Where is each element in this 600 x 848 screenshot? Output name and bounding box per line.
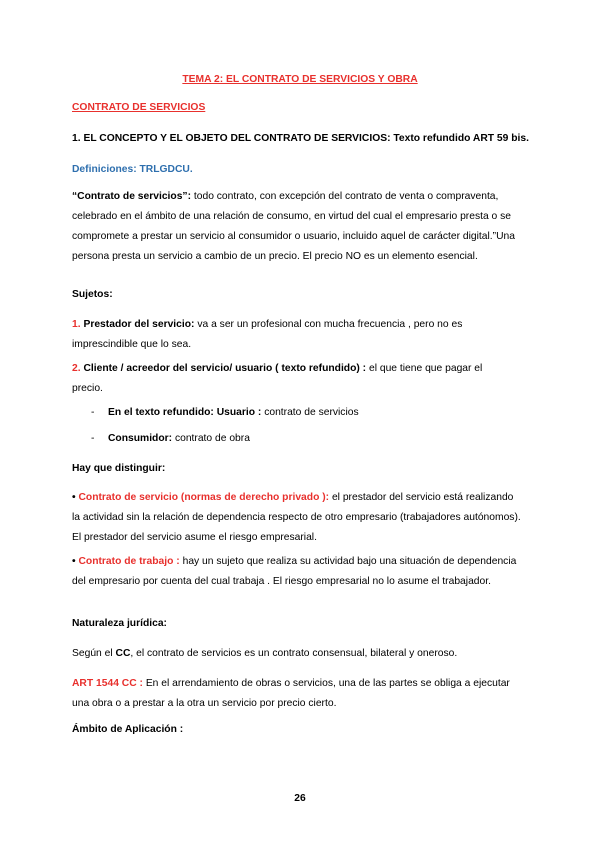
subject-1-text: va a ser un profesional con mucha frecuencia , pero no es imprescindible que lo sea.: [72, 319, 463, 350]
nature-prefix: Según el: [72, 648, 116, 659]
work-contract-text: hay un sujeto que realiza su actividad bajo una situación de dependencia del empresario por cuenta del cual trabaja . El riesgo empresarial no lo asume el trabajador.: [72, 556, 517, 587]
concept-heading: 1. EL CONCEPTO Y EL OBJETO DEL CONTRATO DE SERVICIOS: Texto refundido ART 59 bis.: [72, 133, 529, 144]
list-item: [108, 429, 508, 449]
nature-paragraph: [72, 644, 532, 664]
work-contract-label: Contrato de trabajo :: [75, 556, 180, 567]
art-1544-label: ART 1544 CC :: [72, 678, 143, 689]
subject-1-label: Prestador del servicio:: [80, 319, 195, 330]
nature-text: , el contrato de servicios es un contrato consensual, bilateral y oneroso.: [130, 648, 458, 659]
art-1544-paragraph: [72, 674, 524, 714]
definition-paragraph: [72, 187, 524, 267]
list-item-2-dash: -: [91, 433, 95, 444]
subjects-label: Sujetos:: [72, 289, 113, 300]
document-title: TEMA 2: EL CONTRATO DE SERVICIOS Y OBRA: [182, 74, 418, 85]
list-item-2-label: Consumidor:: [108, 433, 173, 444]
art-1544-text: En el arrendamiento de obras o servicios, una de las partes se obliga a ejecutar una obra o a prestar a la otra un servicio por precio cierto.: [72, 678, 510, 709]
nature-cc: CC: [115, 648, 131, 659]
subject-1-number: 1.: [72, 319, 81, 330]
list-item-1-text: contrato de servicios: [261, 407, 359, 418]
service-contract-text: el prestador del servicio está realizando la actividad sin la relación de dependencia respecto de otro empresario (trabajadores autónomos). El prestador del servicio asume el riesgo empresarial.: [72, 492, 521, 543]
distinguish-label: Hay que distinguir:: [72, 463, 166, 474]
subject-2-text: el que tiene que pagar el precio.: [72, 363, 483, 394]
list-item-2-text: contrato de obra: [172, 433, 250, 444]
scope-label: Ámbito de Aplicación :: [72, 724, 184, 735]
definitions-label: Definiciones: TRLGDCU.: [72, 164, 193, 175]
subject-2-number: 2.: [72, 363, 81, 374]
list-item-1-dash: -: [91, 407, 95, 418]
service-contract-paragraph: [72, 488, 524, 548]
definition-text: todo contrato, con excepción del contrato de venta o compraventa, celebrado en el ámbito de una relación de consumo, en virtud del cual el empresario presta o se compromete a prestar un servicio al consumidor o usuario, incluido aquel de carácter digital.”Una persona presta un servicio a cambio de un precio. El precio NO es un elemento esencial.: [72, 191, 515, 262]
subject-2-paragraph: [72, 359, 512, 399]
page-number: 26: [294, 793, 306, 804]
definition-term: “Contrato de servicios”:: [72, 191, 192, 202]
work-contract-bullet: •: [72, 556, 76, 567]
work-contract-paragraph: [72, 552, 524, 592]
service-contract-bullet: •: [72, 492, 76, 503]
nature-label: Naturaleza jurídica:: [72, 618, 167, 629]
subject-2-label: Cliente / acreedor del servicio/ usuario ( texto refundido) :: [80, 363, 367, 374]
service-contract-label: Contrato de servicio (normas de derecho privado ):: [75, 492, 330, 503]
list-item: [108, 403, 508, 423]
section-heading: CONTRATO DE SERVICIOS: [72, 102, 206, 113]
subject-1-paragraph: [72, 315, 512, 355]
list-item-1-label: En el texto refundido: Usuario :: [108, 407, 262, 418]
